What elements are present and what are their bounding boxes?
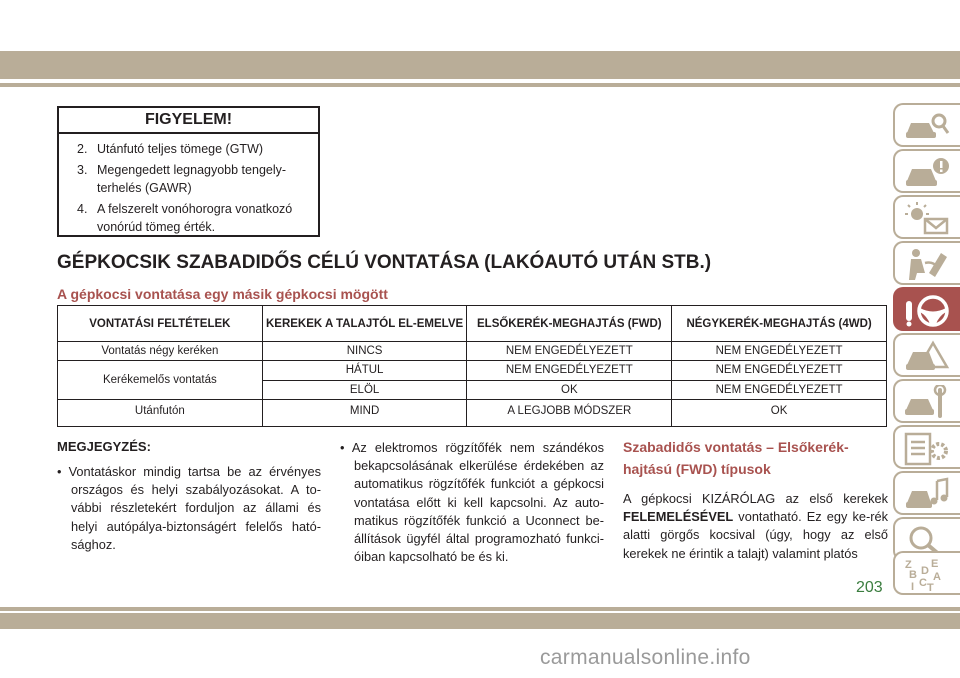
warning-lights-icon bbox=[903, 201, 951, 237]
table-cell: Utánfutón bbox=[58, 400, 263, 427]
chapter-tabs bbox=[890, 103, 960, 595]
chapter-tab[interactable] bbox=[893, 195, 960, 239]
car-crash-icon bbox=[903, 339, 951, 375]
index-letters-icon bbox=[903, 557, 951, 593]
table-header: NÉGYKERÉK-MEGHAJTÁS (4WD) bbox=[672, 306, 887, 342]
index-letter: Z bbox=[905, 559, 912, 571]
notes-column-1 bbox=[57, 463, 321, 554]
table-header: VONTATÁSI FELTÉTELEK bbox=[58, 306, 263, 342]
section-body: A gépkocsi KIZÁRÓLAG az első kerekek FELEMELÉSÉVEL vontatható. Ez egy ke-rék alatti görgős kocsival (úgy, hogy az első kerekek ne érintik a talajt) valamint platós bbox=[623, 491, 888, 561]
table-cell: OK bbox=[467, 380, 672, 400]
table-header: KEREKEK A TALAJTÓL EL-EMELVE bbox=[262, 306, 467, 342]
table-cell: Vontatás négy keréken bbox=[58, 342, 263, 361]
table-cell: MIND bbox=[262, 400, 467, 427]
chapter-tab-active[interactable] bbox=[893, 287, 960, 331]
warning-title: FIGYELEM! bbox=[59, 108, 318, 134]
table-cell: ELÖL bbox=[262, 380, 467, 400]
index-letter: D bbox=[921, 565, 929, 577]
index-letter: B bbox=[909, 569, 917, 581]
warning-box bbox=[57, 106, 320, 237]
table-cell: NEM ENGEDÉLYEZETT bbox=[672, 342, 887, 361]
fwd-section bbox=[623, 436, 888, 563]
header-rule bbox=[0, 83, 960, 87]
index-letter: A bbox=[933, 571, 941, 583]
table-row bbox=[58, 400, 887, 427]
table-cell: Kerékemelős vontatás bbox=[58, 361, 263, 400]
note-bullet: • Az elektromos rögzítőfék nem szándékos bekapcsolásának elkerülése érdekében az automatikus rögzítőfék funkciót a gépkocsi vontatása előtt ki kell kapcsolni. Az auto-matikus rögzítőfék funkció a Uconnect be-állítások ügyfél által programozható funkci-óiban kapcsolható be és ki. bbox=[340, 440, 604, 565]
warning-item: 3. Megengedett legnagyobb tengely-terhelés (GAWR) bbox=[77, 163, 287, 195]
car-info-icon bbox=[903, 155, 951, 191]
specs-gear-icon bbox=[903, 431, 951, 467]
sub-heading: A gépkocsi vontatása egy másik gépkocsi mögött bbox=[57, 286, 388, 302]
section-heading: Szabadidős vontatás – Elsőkerék-hajtású (FWD) típusok bbox=[623, 439, 849, 477]
note-bullet: • Vontatáskor mindig tartsa be az érvényes országos és helyi szabályozásokat. A to-vábbi részletekért forduljon az állami és helyi autópálya-biztonságért felelős ható-sághoz. bbox=[57, 464, 321, 552]
table-header: ELSŐKERÉK-MEGHAJTÁS (FWD) bbox=[467, 306, 672, 342]
index-letter: C bbox=[919, 577, 927, 589]
table-cell: NEM ENGEDÉLYEZETT bbox=[467, 361, 672, 381]
index-letter: I bbox=[911, 581, 915, 593]
airbag-icon bbox=[903, 247, 951, 283]
main-heading: GÉPKOCSIK SZABADIDŐS CÉLÚ VONTATÁSA (LAKÓAUTÓ UTÁN STB.) bbox=[57, 252, 712, 273]
chapter-tab[interactable] bbox=[893, 241, 960, 285]
towing-table bbox=[57, 305, 887, 427]
table-row bbox=[58, 361, 887, 381]
steering-wheel-icon bbox=[903, 293, 951, 329]
header-band bbox=[0, 51, 960, 79]
chapter-tab[interactable] bbox=[893, 379, 960, 423]
index-letter: T bbox=[927, 582, 934, 593]
warning-list bbox=[59, 134, 318, 236]
chapter-tab[interactable] bbox=[893, 471, 960, 515]
table-cell: NEM ENGEDÉLYEZETT bbox=[672, 380, 887, 400]
car-wrench-icon bbox=[903, 385, 951, 421]
chapter-tab[interactable] bbox=[893, 149, 960, 193]
notes-column-2 bbox=[340, 439, 604, 566]
chapter-tab[interactable] bbox=[893, 333, 960, 377]
page-number: 203 bbox=[856, 579, 883, 596]
table-cell: A LEGJOBB MÓDSZER bbox=[467, 400, 672, 427]
chapter-tab[interactable] bbox=[893, 425, 960, 469]
table-cell: HÁTUL bbox=[262, 361, 467, 381]
table-cell: NEM ENGEDÉLYEZETT bbox=[672, 361, 887, 381]
table-row bbox=[58, 342, 887, 361]
table-cell: NEM ENGEDÉLYEZETT bbox=[467, 342, 672, 361]
table-header-row bbox=[58, 306, 887, 342]
table-cell: NINCS bbox=[262, 342, 467, 361]
index-letter: E bbox=[931, 558, 939, 570]
chapter-tab[interactable] bbox=[893, 103, 960, 147]
car-search-icon bbox=[903, 109, 951, 145]
footer-band bbox=[0, 613, 960, 629]
table-cell: OK bbox=[672, 400, 887, 427]
warning-item: 4. A felszerelt vonóhorogra vonatkozó vonórúd tömeg érték. bbox=[77, 202, 293, 234]
footer-rule bbox=[0, 607, 960, 611]
notes-heading: MEGJEGYZÉS: bbox=[57, 439, 151, 454]
watermark: carmanualsonline.info bbox=[540, 646, 751, 669]
warning-item: 2. Utánfutó teljes tömege (GTW) bbox=[77, 142, 264, 156]
chapter-tab[interactable] bbox=[893, 551, 960, 595]
music-icon bbox=[903, 477, 951, 513]
